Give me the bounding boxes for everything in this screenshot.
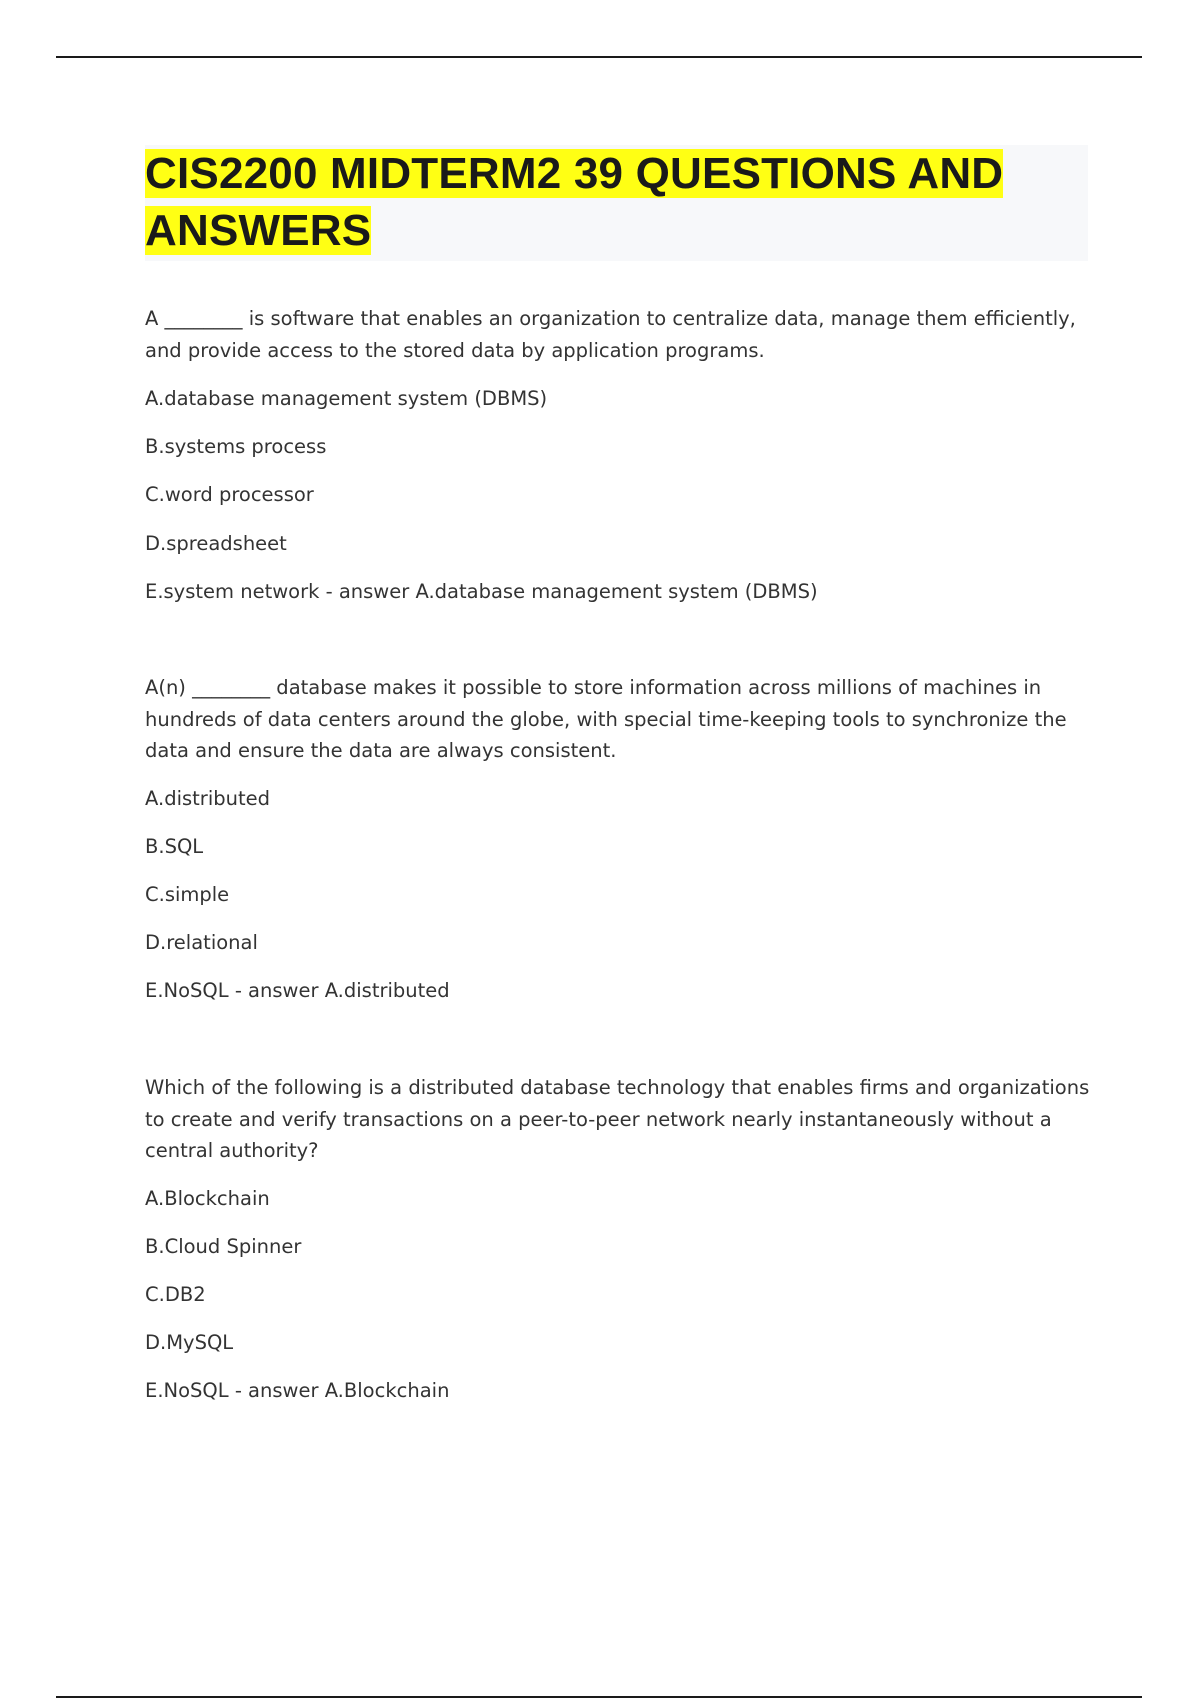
answer-options (145, 783, 1090, 1007)
question-text: A ________ is software that enables an organization to centralize data, manage them efficiently, and provide access to the stored data by application programs. (145, 307, 1076, 362)
option-b: B.SQL (145, 834, 204, 858)
bottom-divider (56, 1696, 1142, 1698)
option-d: D.MySQL (145, 1331, 234, 1355)
option-c: C.word processor (145, 483, 314, 507)
title-highlight: CIS2200 MIDTERM2 39 QUESTIONS AND ANSWERS (145, 149, 1004, 255)
option-a: A.database management system (DBMS) (145, 387, 548, 410)
top-divider (56, 56, 1142, 58)
question-1 (145, 303, 1090, 607)
option-b: B.Cloud Spinner (145, 1234, 302, 1258)
option-e-with-answer: E.NoSQL - answer A.Blockchain (145, 1379, 450, 1403)
question-2 (145, 672, 1090, 1006)
option-a: A.Blockchain (145, 1186, 270, 1210)
option-e-with-answer: E.NoSQL - answer A.distributed (145, 979, 450, 1003)
answer-options (145, 1183, 1090, 1407)
option-e-with-answer: E.system network - answer A.database management system (DBMS) (145, 579, 818, 603)
option-a: A.distributed (145, 786, 270, 810)
option-c: C.simple (145, 882, 230, 906)
document-title (145, 145, 1088, 259)
question-3 (145, 1072, 1090, 1406)
option-d: D.spreadsheet (145, 531, 287, 555)
option-b: B.systems process (145, 435, 327, 459)
answer-options (145, 383, 1090, 607)
option-c: C.DB2 (145, 1282, 206, 1306)
title-block (145, 145, 1088, 261)
question-text: A(n) ________ database makes it possible to store information across millions of machines in hundreds of data centers around the globe, with special time-keeping tools to synchronize the data and ensure the data are always consistent. (145, 676, 1067, 762)
option-d: D.relational (145, 931, 258, 955)
question-text: Which of the following is a distributed database technology that enables firms and organizations to create and verify transactions on a peer-to-peer network nearly instantaneously without a central authority? (145, 1076, 1090, 1162)
